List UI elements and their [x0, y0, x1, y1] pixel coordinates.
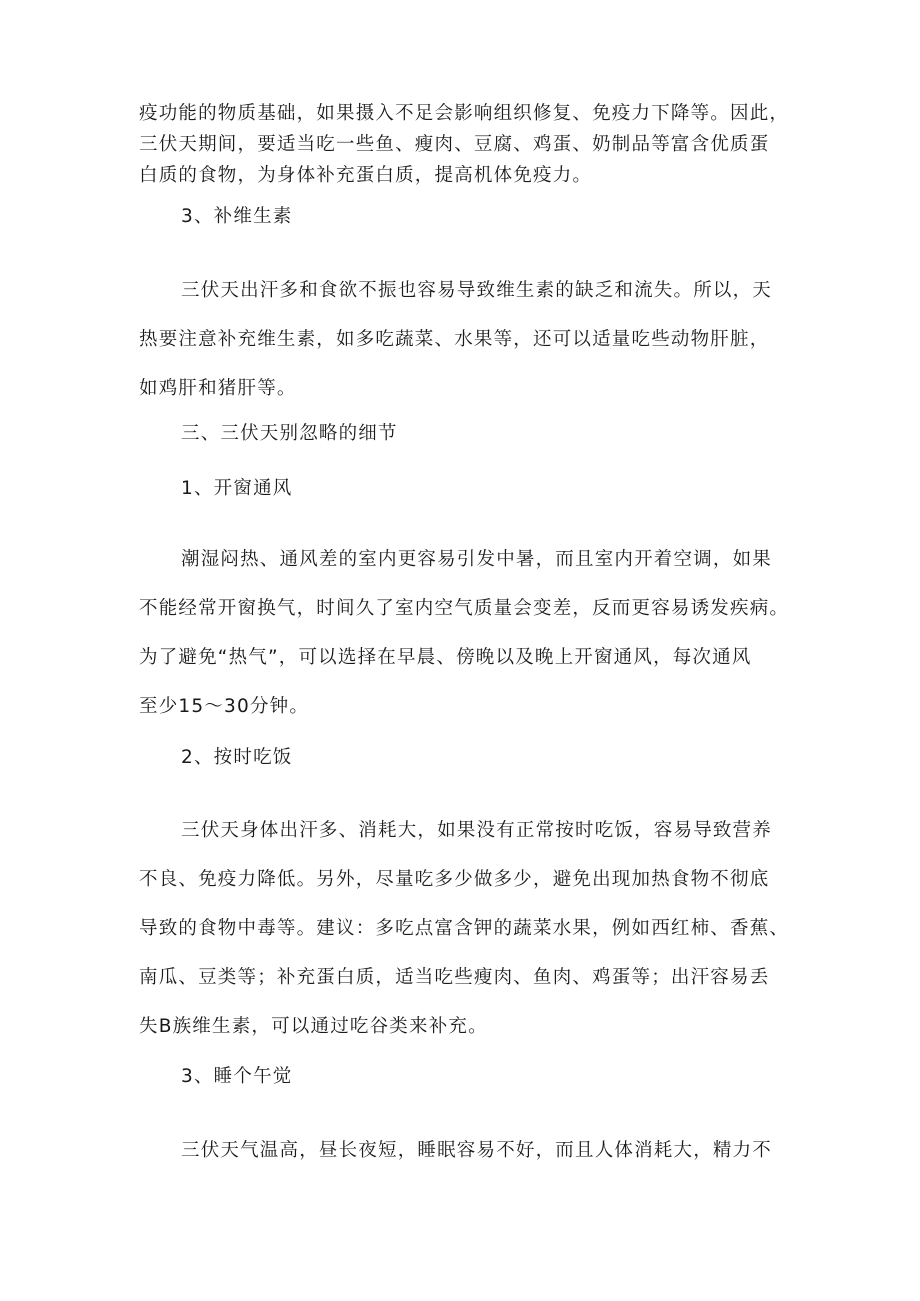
heading-section-details: [139, 409, 799, 458]
paragraph-meals: [139, 806, 799, 1051]
text-line: 南瓜、豆类等；补充蛋白质，适当吃些瘦肉、鱼肉、鸡蛋等；出汗容易丢: [139, 967, 770, 988]
text-line: 导致的食物中毒等。建议：多吃点富含钾的蔬菜水果，例如西红柿、香蕉、: [139, 918, 790, 939]
text-line: 潮湿闷热、通风差的室内更容易引发中暑，而且室内开着空调，如果: [181, 549, 773, 570]
heading-nap: [139, 1052, 799, 1101]
heading-text: 3、睡个午觉: [181, 1066, 293, 1087]
text-line: 疫功能的物质基础，如果摄入不足会影响组织修复、免疫力下降等。因此，: [139, 103, 790, 124]
heading-text: 2、按时吃饭: [181, 747, 293, 768]
text-line: 热要注意补充维生素，如多吃蔬菜、水果等，还可以适量吃些动物肝脏，: [139, 329, 770, 350]
text-line: 三伏天气温高，昼长夜短，睡眠容易不好，而且人体消耗大，精力不: [181, 1140, 773, 1161]
text-line: 不能经常开窗换气，时间久了室内空气质量会变差，反而更容易诱发疾病。: [139, 598, 790, 619]
paragraph-vitamins: [139, 266, 799, 413]
text-line: 三伏天期间，要适当吃一些鱼、瘦肉、豆腐、鸡蛋、奶制品等富含优质蛋: [139, 134, 770, 155]
paragraph-nap: [139, 1126, 799, 1175]
heading-text: 1、开窗通风: [181, 478, 293, 499]
text-line: 白质的食物，为身体补充蛋白质，提高机体免疫力。: [139, 165, 593, 186]
heading-vitamins: [139, 192, 799, 241]
heading-text: 三、三伏天别忽略的细节: [181, 423, 398, 444]
heading-meals: [139, 733, 799, 782]
text-line: 为了避免“热气”，可以选择在早晨、傍晚以及晚上开窗通风，每次通风: [139, 647, 752, 668]
text-line: 三伏天出汗多和食欲不振也容易导致维生素的缺乏和流失。所以，天: [181, 280, 773, 301]
text-line: 至少15～30分钟。: [139, 696, 310, 717]
text-line: 不良、免疫力降低。另外，尽量吃多少做多少，避免出现加热食物不彻底: [139, 869, 770, 890]
text-line: 三伏天身体出汗多、消耗大，如果没有正常按时吃饭，容易导致营养: [181, 820, 773, 841]
paragraph-protein: [139, 98, 799, 191]
text-line: 如鸡肝和猪肝等。: [139, 378, 297, 399]
heading-ventilation: [139, 464, 799, 513]
heading-text: 3、补维生素: [181, 206, 293, 227]
text-line: 失B族维生素，可以通过吃谷类来补充。: [139, 1016, 488, 1037]
paragraph-ventilation: [139, 535, 799, 731]
